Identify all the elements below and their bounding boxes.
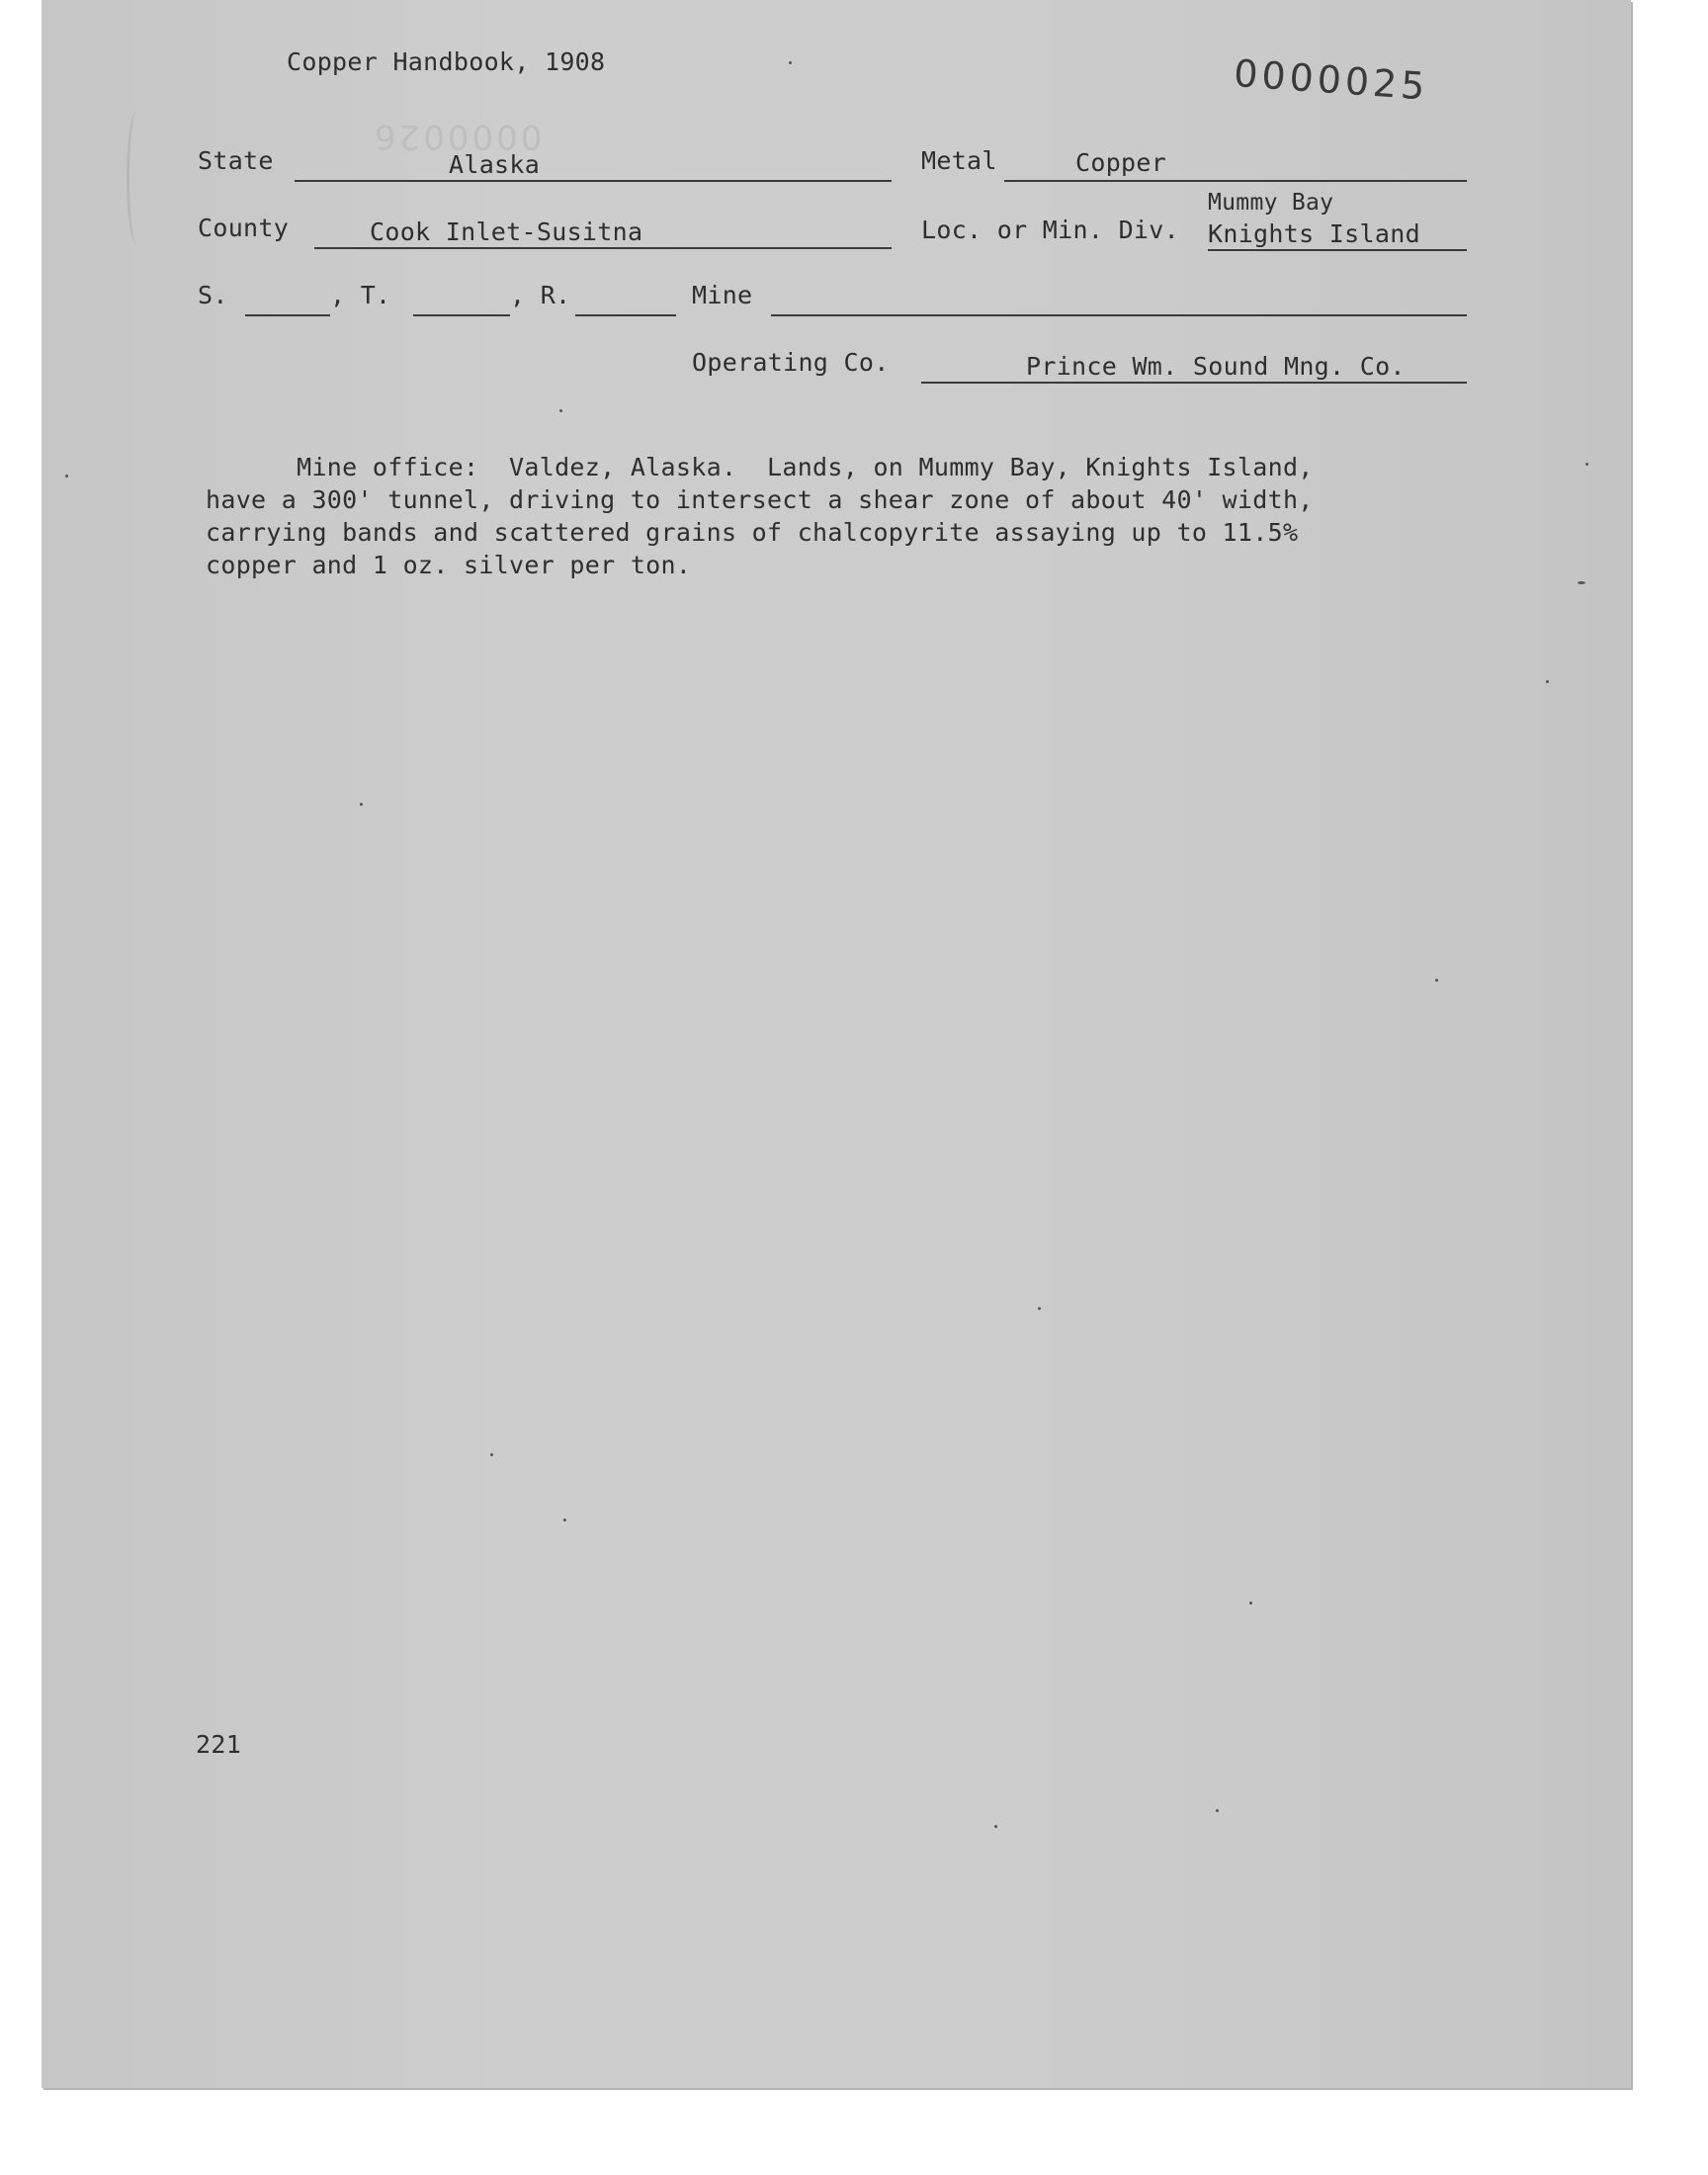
section-label: S. xyxy=(198,281,228,309)
scan-speck xyxy=(1216,1809,1219,1812)
loc-value-line2: Knights Island xyxy=(1208,219,1420,248)
page-number: 221 xyxy=(196,1730,242,1759)
description-line-1: Mine office: Valdez, Alaska. Lands, on Mummy Bay, Knights Island, xyxy=(206,453,1314,481)
scan-speck xyxy=(563,1519,566,1522)
state-underline xyxy=(295,180,892,182)
operating-label: Operating Co. xyxy=(692,348,890,377)
description-line-4: copper and 1 oz. silver per ton. xyxy=(206,551,692,579)
scan-speck xyxy=(360,803,363,806)
paper-smudge xyxy=(127,111,147,244)
scan-speck xyxy=(1435,979,1438,982)
state-label: State xyxy=(198,146,274,175)
scan-speck xyxy=(1038,1307,1041,1310)
range-label: , R. xyxy=(510,281,571,309)
scan-speck xyxy=(1546,680,1549,683)
metal-value: Copper xyxy=(1075,148,1167,177)
loc-label: Loc. or Min. Div. xyxy=(921,216,1179,244)
scan-speck xyxy=(559,409,562,412)
county-underline xyxy=(314,247,892,249)
stamped-serial-number: 0000025 xyxy=(1232,51,1430,109)
scan-speck xyxy=(1578,581,1585,584)
loc-value-line1: Mummy Bay xyxy=(1208,190,1334,216)
mine-description xyxy=(206,451,1451,581)
township-underline xyxy=(413,314,510,316)
scan-speck xyxy=(1249,1602,1252,1605)
scan-speck xyxy=(789,61,792,64)
metal-underline xyxy=(1004,180,1467,182)
ghost-serial-number: 0000026 xyxy=(372,117,543,156)
range-underline xyxy=(575,314,676,316)
county-value: Cook Inlet-Susitna xyxy=(370,218,643,246)
county-label: County xyxy=(198,214,290,242)
description-line-2: have a 300' tunnel, driving to intersect a shear zone of about 40' width, xyxy=(206,485,1314,514)
metal-label: Metal xyxy=(921,146,997,175)
township-label: , T. xyxy=(330,281,391,309)
scan-speck xyxy=(1585,463,1588,466)
mine-label: Mine xyxy=(692,281,753,309)
scan-speck xyxy=(994,1825,997,1828)
operating-value: Prince Wm. Sound Mng. Co. xyxy=(1026,352,1406,381)
section-underline xyxy=(245,314,330,316)
state-value: Alaska xyxy=(449,150,541,179)
description-line-3: carrying bands and scattered grains of chalcopyrite assaying up to 11.5% xyxy=(206,518,1299,547)
loc-underline xyxy=(1208,249,1467,251)
document-page xyxy=(42,0,1631,2088)
operating-underline xyxy=(921,382,1467,384)
scan-speck xyxy=(490,1453,493,1456)
scan-speck xyxy=(65,475,68,478)
source-title: Copper Handbook, 1908 xyxy=(287,47,606,76)
mine-underline xyxy=(771,314,1467,316)
